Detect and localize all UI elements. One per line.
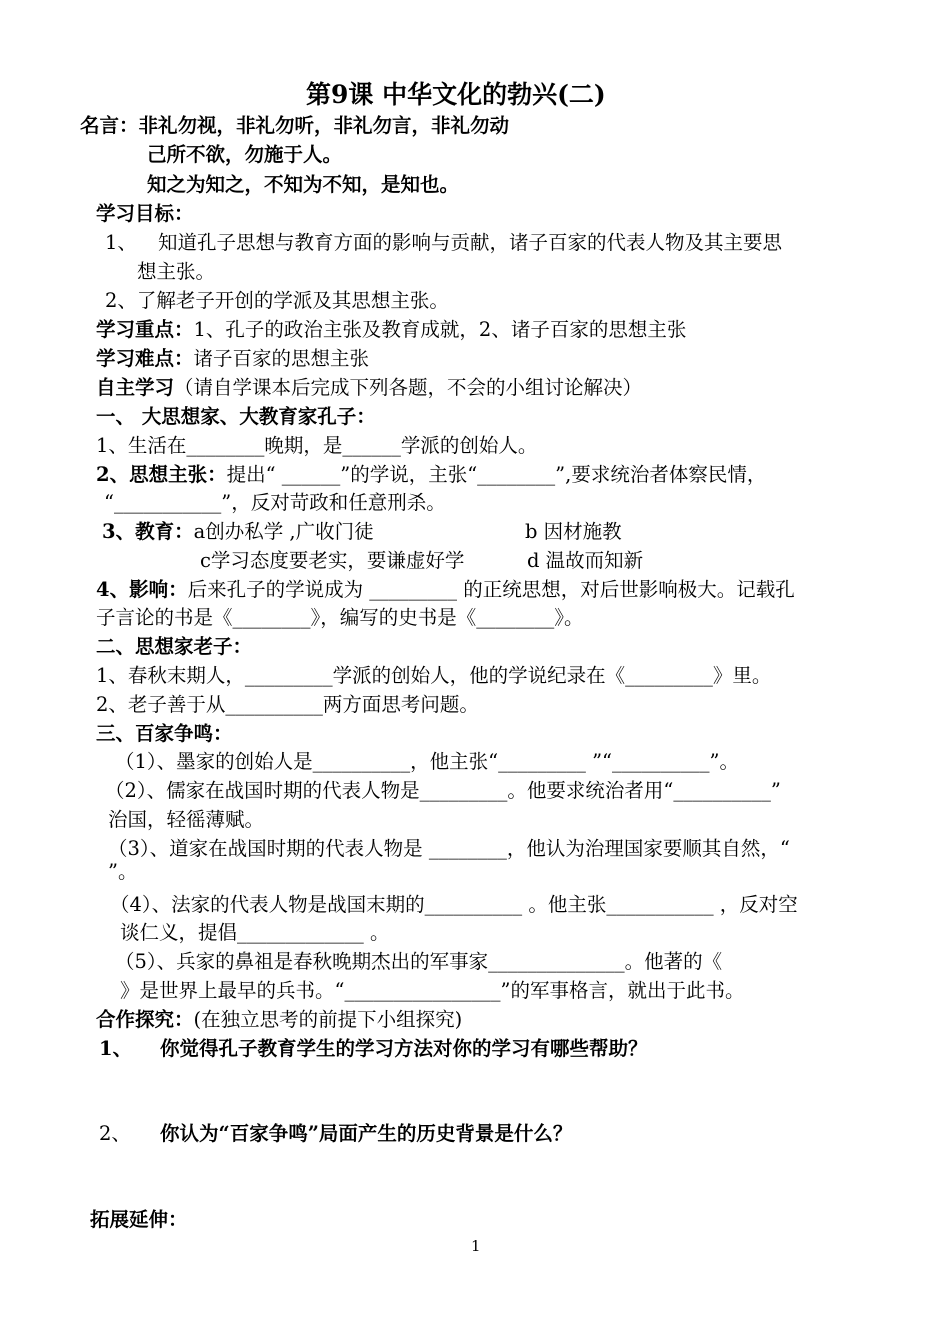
- self-study-text: （请自学课本后完成下列各题，不会的小组讨论解决）: [174, 376, 643, 399]
- section-3-line-5: ”。: [108, 860, 138, 883]
- coop-q1-number: 1、: [99, 1037, 133, 1060]
- education-a: a创办私学 ,广收门徒: [193, 520, 374, 543]
- section-1-line-7: 子言论的书是《________》，编写的史书是《________》。: [96, 606, 584, 629]
- section-2-line-1: 1、春秋末期人，_________学派的创始人，他的学说纪录在《_________》里。: [96, 664, 772, 687]
- influence-label: 4、影响：: [96, 578, 188, 601]
- difficulty-label: 学习难点：: [96, 347, 194, 370]
- section-1-line-2: [96, 461, 766, 489]
- education-b: b 因材施教: [525, 520, 622, 543]
- quotes-label: 名言：: [80, 114, 139, 137]
- extension-label: 拓展延伸：: [90, 1208, 188, 1231]
- education-c: c学习态度要老实，要谦虚好学: [200, 549, 465, 572]
- section-3-line-9: 》是世界上最早的兵书。“________________”的军事格言，就出于此书。: [120, 979, 745, 1002]
- section-3-line-6: （4）、法家的代表人物是战国末期的__________ 。他主张___________ ，反对空: [110, 893, 798, 916]
- section-3-line-8: （5）、兵家的鼻祖是春秋晚期杰出的军事家______________。他著的《: [115, 950, 723, 973]
- section-1-line-6: [96, 576, 795, 604]
- section-2-heading: 二、思想家老子：: [96, 635, 253, 658]
- quote-1: 非礼勿视，非礼勿听，非礼勿言，非礼勿动: [138, 114, 510, 137]
- coop-line: [96, 1006, 462, 1034]
- page-number: 1: [471, 1237, 481, 1255]
- goal-1-text: 知道孔子思想与教育方面的影响与贡献，诸子百家的代表人物及其主要思: [158, 231, 783, 254]
- key-points-label: 学习重点：: [96, 318, 194, 341]
- coop-q2: 你认为“百家争鸣”局面产生的历史背景是什么？: [160, 1122, 573, 1145]
- section-3-line-2: （2）、儒家在战国时期的代表人物是_________。他要求统治者用“__________”: [105, 779, 781, 802]
- section-3-line-7: 谈仁义，提倡_____________ 。: [120, 921, 390, 944]
- self-study: [96, 374, 642, 402]
- coop-label: 合作探究：: [96, 1008, 194, 1031]
- thought-text: 提出“ ______”的学说，主张“________”,要求统治者体察民情，: [226, 463, 767, 486]
- education-label: 3、教育：: [102, 520, 194, 543]
- coop-text: (在独立思考的前提下小组探究): [193, 1008, 463, 1031]
- key-points-text: 1、孔子的政治主张及教育成就，2、诸子百家的思想主张: [193, 318, 687, 341]
- page-title: 第9课 中华文化的勃兴(二): [306, 80, 606, 109]
- difficulty-text: 诸子百家的思想主张: [193, 347, 370, 370]
- section-1-line-4: [102, 518, 374, 546]
- thought-label: 2、思想主张：: [96, 463, 227, 486]
- goal-1-number: 1、: [105, 231, 137, 254]
- section-2-line-2: 2、老子善于从__________两方面思考问题。: [96, 693, 479, 716]
- section-3-heading: 三、百家争鸣：: [96, 722, 233, 745]
- section-1-line-1: 1、生活在________晚期，是______学派的创始人。: [96, 434, 538, 457]
- difficulty: [96, 345, 369, 373]
- goal-1-text-cont: 想主张。: [137, 260, 216, 283]
- section-3-line-4: （3）、道家在战国时期的代表人物是 ________，他认为治理国家要顺其自然，“: [108, 837, 790, 860]
- section-1-heading: 一、 大思想家、大教育家孔子：: [96, 405, 376, 428]
- section-3-line-1: （1）、墨家的创始人是__________，他主张“_________ ”“__________”。: [115, 750, 739, 773]
- self-study-label: 自主学习: [96, 376, 175, 399]
- goal-2: 2、了解老子开创的学派及其思想主张。: [105, 289, 449, 312]
- coop-q2-number: 2、: [99, 1122, 131, 1145]
- education-d: d 温故而知新: [527, 549, 644, 572]
- goals-heading: 学习目标：: [96, 202, 194, 225]
- key-points: [96, 316, 686, 344]
- quote-2: 己所不欲，勿施于人。: [147, 143, 343, 166]
- coop-q1: 你觉得孔子教育学生的学习方法对你的学习有哪些帮助？: [160, 1037, 648, 1060]
- influence-text: 后来孔子的学说成为 _________ 的正统思想，对后世影响极大。记载孔: [187, 578, 795, 601]
- quote-3: 知之为知之，不知为不知，是知也。: [147, 173, 460, 196]
- quotes-line-1: [80, 112, 509, 140]
- section-3-line-3: 治国，轻徭薄赋。: [108, 808, 265, 831]
- section-1-line-3: “___________”，反对苛政和任意刑杀。: [104, 491, 446, 514]
